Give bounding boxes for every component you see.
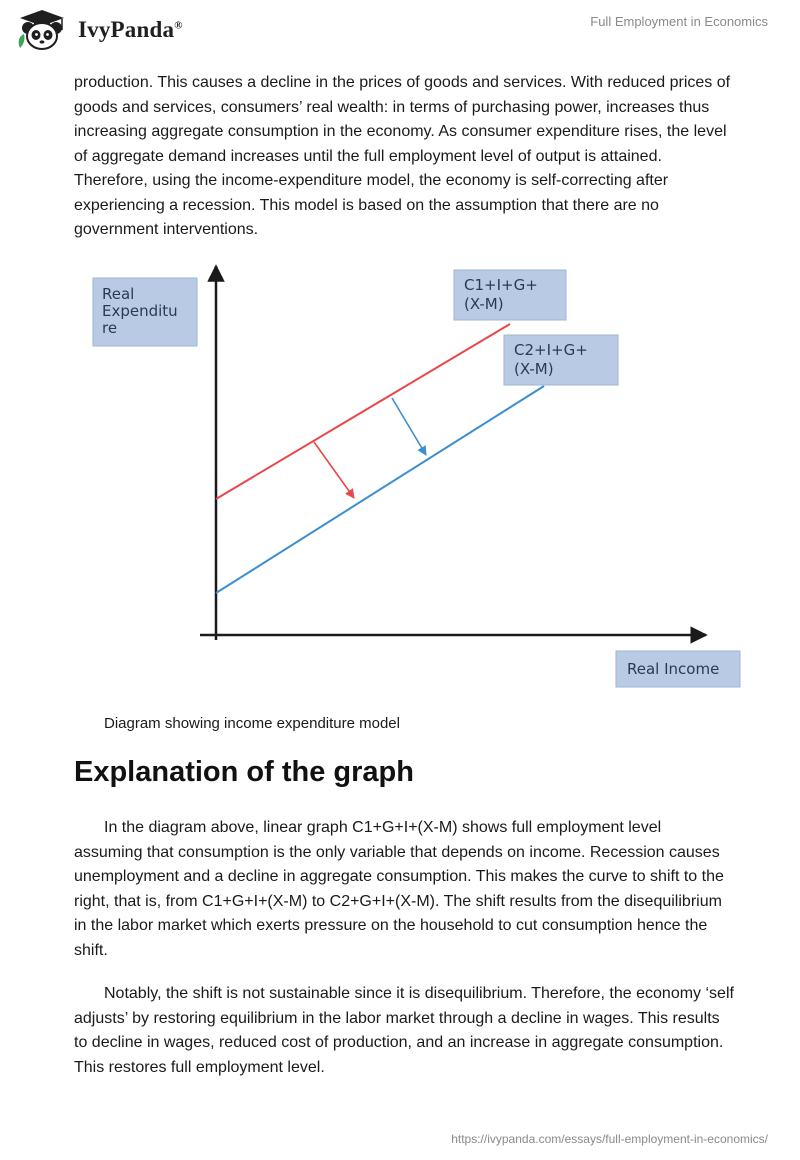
svg-text:C2+I+G+: C2+I+G+ [514, 341, 588, 359]
shift-arrow-red [314, 442, 354, 498]
x-axis-label [616, 651, 740, 687]
svg-text:Expenditu: Expenditu [102, 302, 178, 320]
svg-text:re: re [102, 319, 118, 337]
section-paragraph-1: In the diagram above, linear graph C1+G+I+(X-M) shows full employment level assuming that consumption is the only variable that depends on income. Recession causes unemployment and a decline in aggregate consumption. This makes the curve to shift to the right, that is, from C1+G+I+(X-M) to C2+G+I+(X-M). The shift results from the disequilibrium in the labor market which exerts pressure on the household to cut consumption hence the shift. [74, 819, 724, 959]
figure-caption: Diagram showing income expenditure model [104, 715, 400, 732]
curve-c1-label [454, 270, 566, 320]
svg-text:C1+I+G+: C1+I+G+ [464, 276, 538, 294]
svg-text:Real Income: Real Income [627, 660, 720, 678]
brand-name: IvyPanda® [78, 17, 183, 42]
svg-text:(X-M): (X-M) [514, 360, 554, 378]
shift-arrow-blue [392, 398, 426, 455]
intro-paragraph: production. This causes a decline in the prices of goods and services. With reduced prices of goods and services, consumers’ real wealth: in terms of purchasing power, increases thus increasing aggregate consumption in the economy. As consumer expenditure rises, the level of aggregate demand increases until the full employment level of output is attained. Therefore, using the income-expenditure model, the economy is self-correcting after experiencing a recession. This model is based on the assumption that there are no government interventions. [74, 74, 731, 238]
section-heading: Explanation of the graph [74, 756, 414, 788]
diagram-svg [90, 262, 750, 692]
page-header [0, 0, 800, 60]
y-axis-label [93, 278, 197, 346]
income-expenditure-diagram [90, 262, 750, 692]
svg-text:Real: Real [102, 285, 135, 303]
panda-graduate-icon [14, 8, 70, 52]
document-title: Full Employment in Economics [590, 14, 768, 29]
curve-c2-label [504, 335, 618, 385]
curve-c1-line [216, 324, 510, 499]
svg-text:(X-M): (X-M) [464, 295, 504, 313]
footer-url-link[interactable]: https://ivypanda.com/essays/full-employment-in-economics/ [451, 1132, 768, 1146]
curve-c2-line [216, 386, 544, 593]
ivypanda-logo[interactable] [14, 8, 183, 52]
section-paragraph-2: Notably, the shift is not sustainable since it is disequilibrium. Therefore, the economy ‘self adjusts’ by restoring equilibrium in the labor market through a decline in wages. This results to decline in wages, reduced cost of production, and an increase in aggregate consumption. This restores full employment level. [74, 985, 734, 1076]
